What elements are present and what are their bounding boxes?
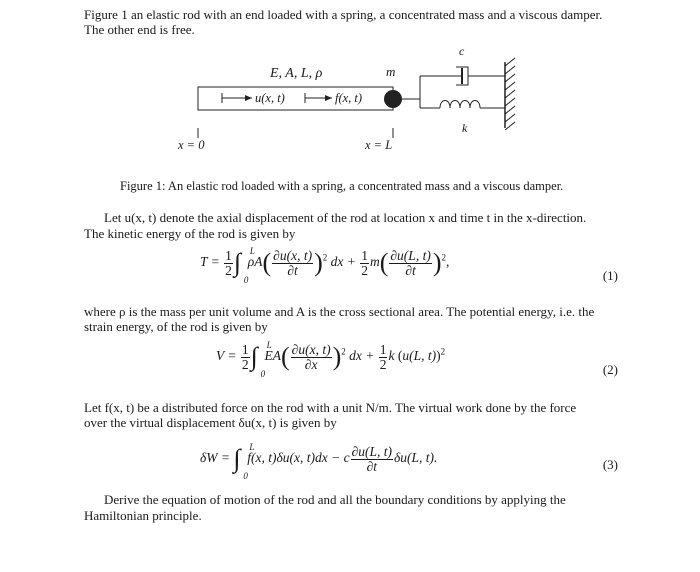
para3-line-2: over the virtual displacement δu(x, t) is given by — [84, 415, 337, 430]
intro-line-1: Figure 1 an elastic rod with an end loaded with a spring, a concentrated mass and a viscous damper. — [84, 7, 603, 22]
fixed-wall — [505, 58, 515, 130]
intro-line-2: The other end is free. — [84, 22, 195, 37]
equation-3: δW = ∫ 0 L f(x, t)δu(x, t)dx − c $\frac{\partial u(L, t)}{\partial t}$ δu(L, t). — [200, 442, 438, 481]
damper-label: c — [459, 44, 465, 58]
rod-diagram — [0, 40, 700, 200]
equation-2-number: (2) — [602, 362, 618, 377]
rod-props-label: E, A, L, ρ — [270, 66, 323, 81]
equation-1: T = $\frac{1}{2}$ ∫ 0 L ρA( $\frac{\partial u(x, t)}{\partial t}$ )$^2$ dx + $\frac{1}{2}$ m( $\frac{\partial u(L, t)}{\partial t}$ )$^2$, — [200, 246, 450, 285]
figure-caption: Figure 1: An elastic rod loaded with a spring, a concentrated mass and a viscous damper. — [120, 179, 564, 193]
para3-line-1: Let f(x, t) be a distributed force on the rod with a unit N/m. The virtual work done by the force — [84, 400, 577, 415]
x0-label: x = 0 — [178, 138, 205, 152]
xL-label: x = L — [365, 138, 393, 152]
para4-line-1: Derive the equation of motion of the rod and all the boundary conditions by applying the — [104, 492, 566, 507]
equation-3-number: (3) — [602, 457, 618, 472]
u-label: u(x, t) — [255, 91, 285, 105]
f-label: f(x, t) — [335, 91, 363, 105]
equation-2: V = $\frac{1}{2}$ ∫ 0 L EA( $\frac{\partial u(x, t)}{\partial x}$ )$^2$ dx + $\frac{1}{2}$ k (u(L, t))$^2$ — [216, 340, 446, 379]
para2-line-2: strain energy, of the rod is given by — [84, 319, 268, 334]
para4-line-2: Hamiltonian principle. — [84, 508, 202, 523]
spring-symbol — [420, 101, 505, 109]
mass-label: m — [386, 64, 396, 79]
para2-line-1: where ρ is the mass per unit volume and A is the cross sectional area. The potential energy, i.e. the — [84, 304, 595, 319]
para1-line-1: Let u(x, t) denote the axial displacement of the rod at location x and time t in the x-direction. — [104, 210, 587, 225]
para1-line-2: The kinetic energy of the rod is given by — [84, 226, 296, 241]
equation-1-number: (1) — [602, 268, 618, 283]
spring-label: k — [462, 121, 468, 135]
mass-dot — [384, 90, 402, 108]
damper-symbol — [420, 67, 505, 85]
